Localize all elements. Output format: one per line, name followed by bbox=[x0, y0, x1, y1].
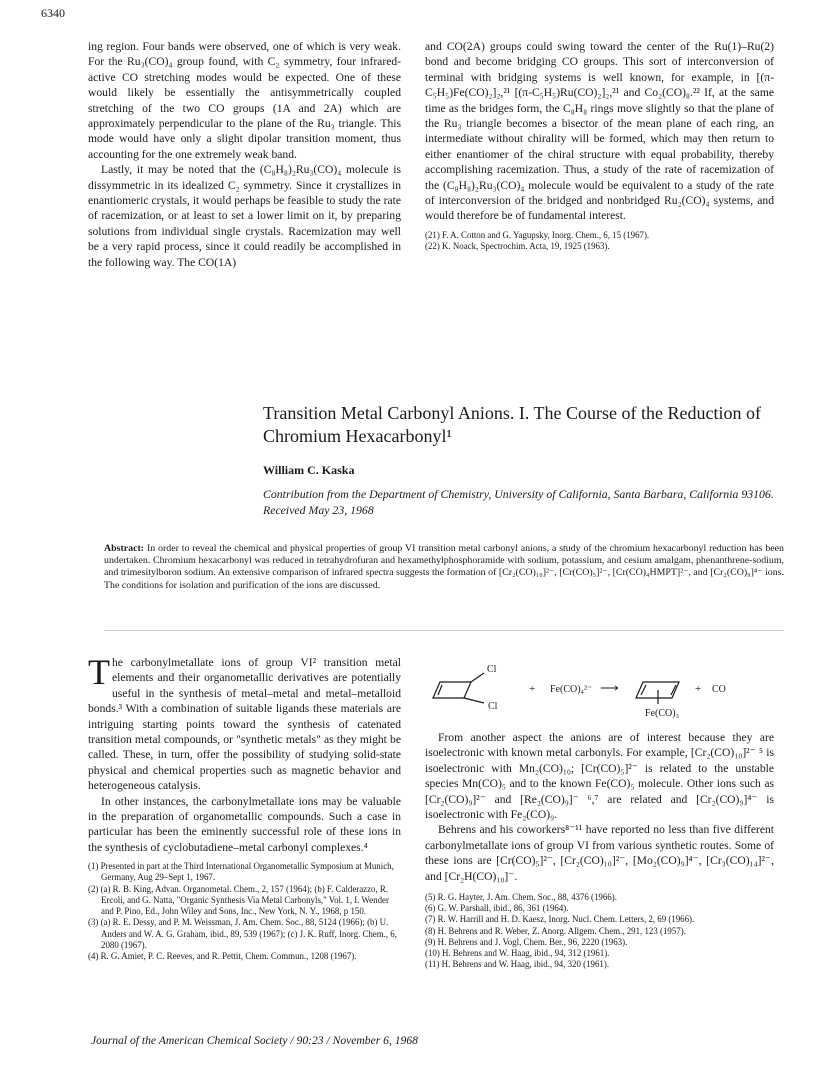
reagent-label: Fe(CO)₄²⁻ bbox=[550, 684, 593, 695]
plus-sign: + bbox=[695, 683, 702, 695]
abstract bbox=[104, 543, 784, 592]
continued-text-right-column bbox=[425, 39, 774, 252]
abstract-label: Abstract: bbox=[104, 543, 145, 554]
paragraph: In other instances, the carbonylmetallate ions may be valuable in the preparation of organometallic compounds. Such a case in particular has been the eminently successful role of these ions in the synthesis of cyclobutadiene–metal carbonyl complexes.⁴ bbox=[88, 794, 401, 854]
paragraph: Behrens and his coworkers⁸⁻¹¹ have reported no less than five different carbonylmetallate ions of group VI from various synthetic routes. Some of these ions are [Cr(CO)₅]²⁻, [Cr₂(CO)₁₀]²⁻, [Mo₂(CO)₉]⁴⁻, [Cr₃(CO)₁₄]²⁻, and [Cr₂H(CO)₁₀]⁻. bbox=[425, 823, 774, 883]
footnote: (8) H. Behrens and R. Weber, Z. Anorg. Allgem. Chem., 291, 123 (1957). bbox=[425, 925, 686, 936]
paragraph: From another aspect the anions are of interest because they are isoelectronic with known metal carbonyls. For example, [Cr₂(CO)₁₀]²⁻ ⁵ is isoelectronic with Mn₂(CO)₁₀; [Cr(CO)₅]²⁻ is related to the unstable species Mn(CO)₅ and to the known Fe(CO)₅ molecule. Other ions such as [Cr₂(CO)₉]²⁻ and [Re₂(CO)₉]⁻ ⁶,⁷ are related and [Cr₂(CO)₉]⁴⁻ is isoelectronic with Fe₂(CO)₉. bbox=[425, 731, 774, 822]
chlorine-label-bottom: Cl bbox=[488, 701, 498, 712]
footnote: (10) H. Behrens and W. Haag, ibid., 94, 312 (1961). bbox=[425, 948, 610, 959]
cyclobutene-structure bbox=[433, 673, 484, 703]
paragraph bbox=[88, 652, 401, 794]
footnote: (3) (a) R. E. Dessy, and P. M. Weissman, J. Am. Chem. Soc., 88, 5124 (1966); (b) U. Anders and W. A. G. Graham, ibid., 89, 539 (1967); (c) J. K. Ruff, Inorg. Chem., 6, 2080 (1967). bbox=[88, 917, 397, 950]
page-number: 6340 bbox=[41, 6, 65, 20]
reaction-arrow: ⟶ bbox=[600, 680, 619, 695]
footnotes-left bbox=[88, 861, 401, 962]
continued-text-left-column bbox=[88, 39, 401, 270]
paragraph-text: he carbonylmetallate ions of group VI² transition metal elements and their organometallic derivatives are potentially useful in the synthesis of metal–metal and metal–metalloid bonds.³ With a combination of suitable ligands these materials are intriguing starting points toward the synthesis of catenated transition metal compounds, or "synthetic metals" as they might be called. These, in turn, offer the possibility of studying solid-state physical and chemical properties such as magnetic behavior and heterogeneous catalysis. bbox=[88, 656, 401, 793]
carbon-monoxide-label: CO bbox=[712, 684, 726, 695]
drop-cap: T bbox=[88, 652, 110, 692]
affiliation: Contribution from the Department of Chemistry, University of California, Santa Barbara, California 93106. Received May 23, 1968 bbox=[263, 487, 774, 517]
plus-sign: + bbox=[529, 683, 536, 695]
body-right-column bbox=[425, 730, 774, 970]
paragraph: ing region. Four bands were observed, one of which is very weak. For the Ru₃(CO)₄ group found, with C₂ symmetry, four infrared-active CO stretching modes would be expected. One of these would likely be essentially the antisymmetrically coupled stretching of the two CO groups (1A and 2A) which are approximately perpendicular to the plane of the Ru₃ triangle. This mode would have only a slight dipolar transition moment, thus accounting for the one extremely weak band. bbox=[88, 40, 401, 161]
article-title: Transition Metal Carbonyl Anions. I. The Course of the Reduction of Chromium Hexacarbonyl¹ bbox=[263, 403, 761, 446]
cyclobutadiene-iron-complex bbox=[636, 682, 679, 704]
footnote: (21) F. A. Cotton and G. Yagupsky, Inorg. Chem., 6, 15 (1967). bbox=[425, 229, 650, 240]
paragraph: and CO(2A) groups could swing toward the center of the Ru(1)–Ru(2) bond and become bridging CO groups. This sort of interconversion of terminal with bridging systems is well known, for example, in [(π-C₅H₅)Fe(CO)₂]₂,²¹ [(π-C₅H₅)Ru(CO)₂]₂,²¹ and Co₂(CO)₈.²² If, at the same time as the bridges form, the C₈H₈ rings move slightly so that the plane of the Ru₃ triangle becomes a bisector of the mean plane of each ring, an intermediate without chirality will be formed, which may then return to either enantiomer of the chiral structure with equal probability, thereby accomplishing racemization. Thus, a study of the rate of racemization of the (C₈H₈)₂Ru₃(CO)₄ molecule would be equivalent to a study of the rate of interconversion of the bridged and nonbridged Ru₂(CO)₄ systems, and would therefore be of fundamental interest. bbox=[425, 40, 774, 223]
footnote: (7) R. W. Harrill and H. D. Kaesz, Inorg. Nucl. Chem. Letters, 2, 69 (1966). bbox=[425, 914, 695, 925]
footnote: (2) (a) R. B. King, Advan. Organometal. Chem., 2, 157 (1964); (b) F. Calderazzo, R. Ercoli, and G. Natta, "Organic Synthesis Via Metal Carbonyls," Vol. 1, I. Wender and P. Pino, Ed., John Wiley and Sons, Inc., New York, N. Y., 1968, p 150. bbox=[88, 883, 389, 917]
author-name: William C. Kaska bbox=[263, 463, 355, 477]
paragraph: Lastly, it may be noted that the (C₈H₈)₂Ru₃(CO)₄ molecule is dissymmetric in its idealized C₂ symmetry. Since it crystallizes in enantiomeric crystals, it would perhaps be feasible to study the rate of racemization, or at least to set a lower limit on it, by preparing solutions from individual single crystals. Racemization may well be a very rapid process, since it could readily be accomplished in the following way. The CO(1A) bbox=[88, 163, 401, 269]
footnote: (9) H. Behrens and J. Vogl, Chem. Ber., 96, 2220 (1963). bbox=[425, 936, 628, 947]
journal-footer: Journal of the American Chemical Society / 90:23 / November 6, 1968 bbox=[91, 1034, 418, 1047]
abstract-text: In order to reveal the chemical and physical properties of group VI transition metal carbonyl anions, a study of the chromium hexacarbonyl reduction has been undertaken. Chromium hexacarbonyl was reduced in tetrahydrofuran and hexamethylphosphoramide with sodium, potassium, and cesium amalgam, phenanthrene-sodium, and trimesitylboron sodium. An extensive comparison of infrared spectra suggests the formation of [Cr₂(CO)₁₀]²⁻, [Cr(CO)₅]²⁻, [Cr(CO)₄HMPT]²⁻, and [Cr₂(CO)₉]⁴⁻ ions. The conditions for isolation and purification of the ions are discussed. bbox=[104, 543, 784, 591]
footnote: (4) R. G. Amiet, P. C. Reeves, and R. Pettit, Chem. Commun., 1208 (1967). bbox=[88, 950, 357, 961]
iron-tricarbonyl-label: Fe(CO)₃ bbox=[645, 708, 680, 719]
body-left-column bbox=[88, 652, 401, 962]
divider bbox=[104, 630, 784, 631]
footnotes-right bbox=[425, 892, 774, 970]
footnote: (11) H. Behrens and W. Haag, ibid., 94, 320 (1961). bbox=[425, 959, 610, 970]
footnotes-top bbox=[425, 230, 774, 252]
footnote: (5) R. G. Hayter, J. Am. Chem. Soc., 88, 4376 (1966). bbox=[425, 892, 617, 903]
chlorine-label-top: Cl bbox=[487, 664, 497, 675]
footnote: (1) Presented in part at the Third International Organometallic Symposium at Munich, Germany, Aug 29–Sept 1, 1967. bbox=[88, 861, 394, 883]
footnote: (22) K. Noack, Spectrochim. Acta, 19, 1925 (1963). bbox=[425, 241, 610, 252]
footnote: (6) G. W. Parshall, ibid., 86, 361 (1964). bbox=[425, 903, 569, 914]
reaction-scheme bbox=[426, 658, 774, 720]
